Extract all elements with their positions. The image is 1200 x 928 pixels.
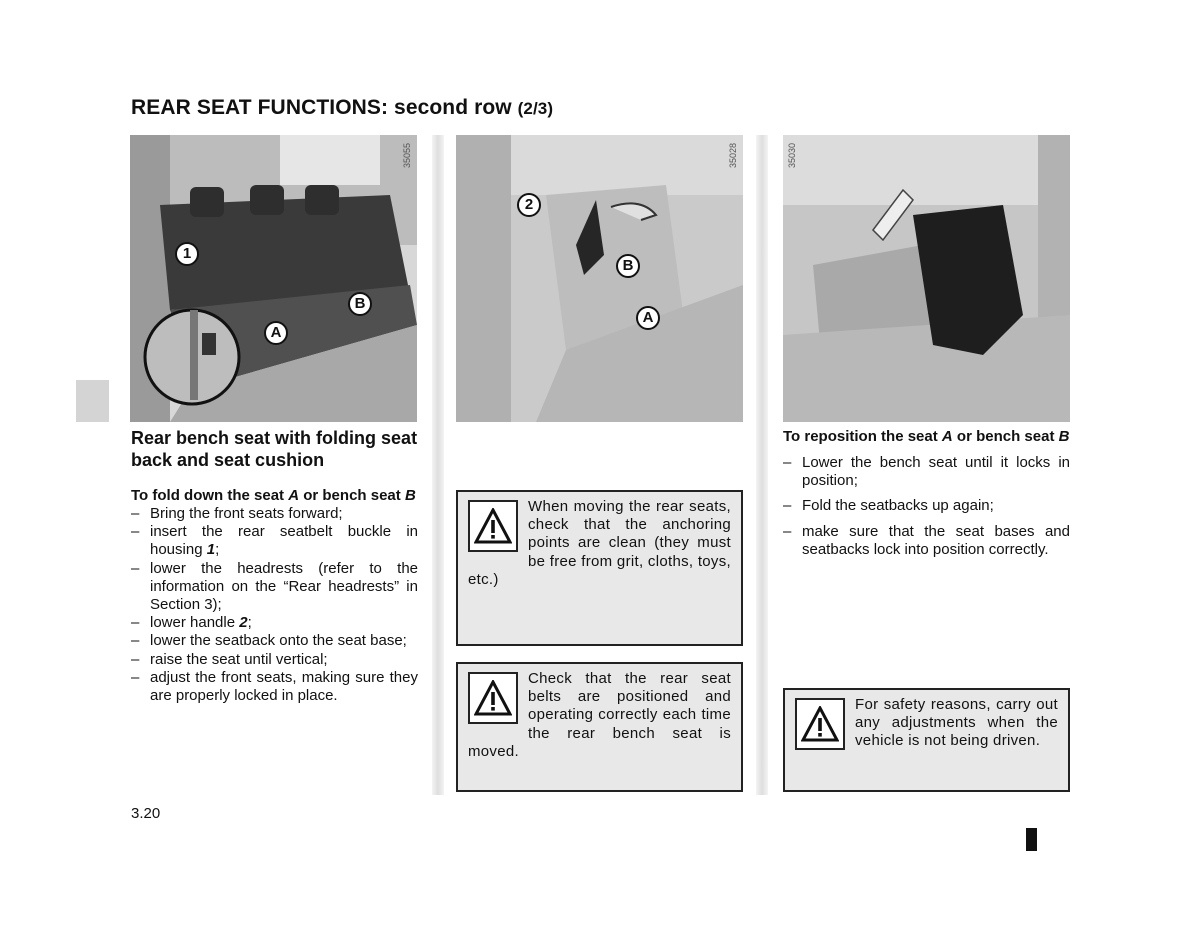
fold-down-steps — [131, 505, 418, 705]
callout-label: B — [616, 254, 640, 278]
photo-seat-handle-illustration — [456, 135, 743, 422]
photo-seat-handle — [456, 135, 743, 422]
callout-label: A — [636, 306, 660, 330]
callout-label: A — [264, 321, 288, 345]
list-item: – Lower the bench seat until it locks in position; — [783, 454, 1070, 490]
photo-bench-seat — [130, 135, 417, 422]
photo-reference-code: 35030 — [787, 143, 797, 169]
sub-heading-ref: A — [941, 428, 953, 445]
photo-reference-code: 35028 — [728, 143, 738, 169]
sub-heading-ref: B — [404, 487, 416, 504]
reposition-steps — [783, 454, 1070, 559]
callout-label: 2 — [517, 193, 541, 217]
page-title-part: (2/3) — [517, 99, 554, 118]
page-number: 3.20 — [131, 805, 161, 822]
sub-heading-text: or bench seat — [952, 428, 1059, 445]
list-item: – raise the seat until vertical; — [131, 651, 418, 669]
section-tab-marker — [76, 380, 109, 422]
list-item — [131, 523, 418, 559]
right-instructions — [783, 428, 1070, 566]
step-ref: 1 — [206, 541, 216, 559]
sub-heading-text: or bench seat — [299, 487, 405, 504]
warning-box-seatbelts — [456, 662, 743, 792]
photo-bench-seat-illustration — [130, 135, 417, 422]
photo-reference-code: 35055 — [402, 143, 412, 169]
warning-triangle-icon — [468, 672, 518, 724]
reposition-sub-heading — [783, 428, 1070, 446]
section-heading: Rear bench seat with folding seat back and seat cushion — [131, 428, 418, 470]
warning-box-anchoring — [456, 490, 743, 646]
column-separator — [432, 135, 444, 795]
photo-seat-reposition — [783, 135, 1070, 422]
warning-triangle-icon — [795, 698, 845, 750]
list-item: – lower the seatback onto the seat base; — [131, 632, 418, 650]
list-item: – Bring the front seats forward; — [131, 505, 418, 523]
page-title-main: REAR SEAT FUNCTIONS: second row — [131, 96, 512, 119]
list-item: – make sure that the seat bases and seatbacks lock into position correctly. — [783, 523, 1070, 559]
column-separator — [756, 135, 768, 795]
section-end-marker — [1026, 828, 1037, 851]
left-instructions — [131, 487, 418, 705]
callout-label: B — [348, 292, 372, 316]
step-text: lower handle — [150, 614, 240, 632]
warning-text: Check that the rear seat belts are positioned and operating correctly each time the rear bench seat is moved. — [468, 670, 731, 760]
warning-text: For safety reasons, carry out any adjustments when the vehicle is not being driven. — [855, 696, 1058, 750]
warning-box-safety — [783, 688, 1070, 792]
list-item: – Fold the seatbacks up again; — [783, 497, 1070, 515]
sub-heading-ref: A — [288, 487, 300, 504]
list-item: – lower the headrests (refer to the information on the “Rear headrests” in Section 3); — [131, 560, 418, 615]
page-title — [131, 96, 553, 120]
callout-label: 1 — [175, 242, 199, 266]
step-suffix: ; — [215, 541, 220, 559]
step-ref: 2 — [239, 614, 248, 632]
sub-heading-text: To reposition the seat — [783, 428, 942, 445]
list-item: – adjust the front seats, making sure they are properly locked in place. — [131, 669, 418, 705]
sub-heading-ref: B — [1058, 428, 1070, 445]
sub-heading-text: To fold down the seat — [131, 487, 289, 504]
fold-down-sub-heading — [131, 487, 418, 505]
warning-text: When moving the rear seats, check that the anchoring points are clean (they must be free from grit, cloths, toys, etc.) — [468, 498, 732, 588]
step-suffix: ; — [247, 614, 252, 632]
step-text: insert the rear seatbelt buckle in housing — [150, 523, 418, 559]
list-item — [131, 614, 418, 632]
warning-triangle-icon — [468, 500, 518, 552]
photo-seat-reposition-illustration — [783, 135, 1070, 422]
